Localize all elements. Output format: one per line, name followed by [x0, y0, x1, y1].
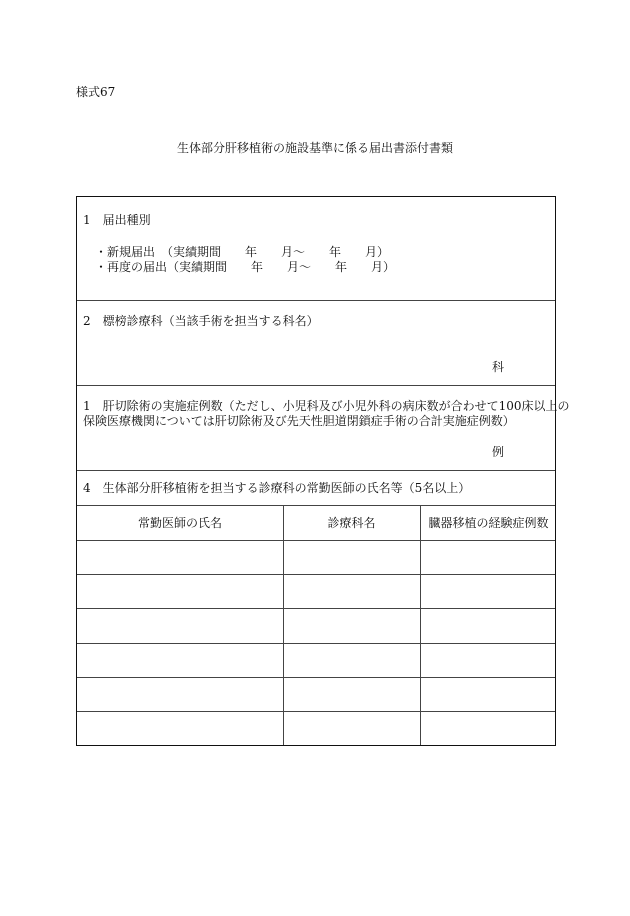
section1-item-new: ・新規届出 （実績期間 年 月～ 年 月） [95, 245, 390, 259]
form-number: 様式67 [76, 85, 116, 99]
table-row [77, 711, 555, 712]
section1-heading: 1 届出種別 [83, 213, 151, 227]
divider [77, 385, 555, 386]
section3-line2: 保険医療機関については肝切除術及び先天性胆道閉鎖症手術の合計実施症例数） [83, 414, 515, 428]
divider [77, 470, 555, 471]
section1-item-renewal: ・再度の届出（実績期間 年 月～ 年 月） [95, 260, 396, 274]
column-divider [283, 505, 284, 745]
table-row [77, 677, 555, 678]
section2-unit: 科 [492, 360, 505, 374]
column-header-name: 常勤医師の氏名 [137, 516, 222, 530]
column-divider [420, 505, 421, 745]
section3-line1: 1 肝切除術の実施症例数（ただし、小児科及び小児外科の病床数が合わせて100床以上の [83, 399, 570, 413]
divider [77, 505, 555, 506]
divider [77, 300, 555, 301]
section3-unit: 例 [492, 445, 505, 459]
column-header-department: 診療科名 [327, 516, 376, 530]
page-title: 生体部分肝移植術の施設基準に係る届出書添付書類 [176, 141, 453, 155]
section2-heading: 2 標榜診療科（当該手術を担当する科名） [83, 314, 319, 328]
table-row [77, 643, 555, 644]
table-row [77, 540, 555, 541]
table-row [77, 574, 555, 575]
form-table [76, 196, 570, 746]
section4-heading: 4 生体部分肝移植術を担当する診療科の常勤医師の氏名等（5名以上） [83, 481, 471, 495]
table-row [77, 608, 555, 609]
column-header-transplant-cases: 臓器移植の経験症例数 [428, 516, 549, 530]
